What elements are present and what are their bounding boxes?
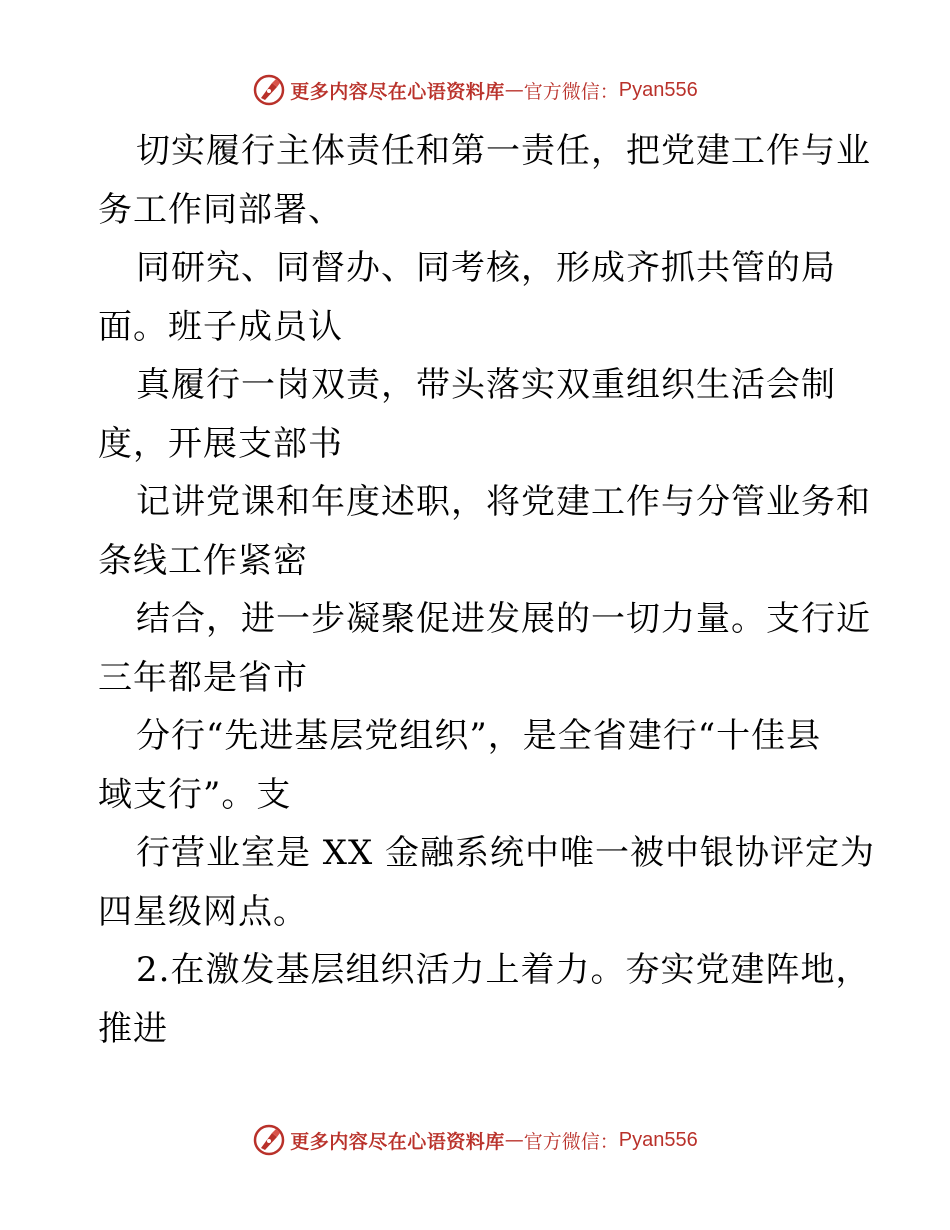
text-line: 三年都是省市 (98, 657, 308, 698)
pen-nib-logo-icon (252, 73, 286, 107)
text-line: 度，开展支部书 (98, 423, 343, 464)
text-line: 行营业室是 XX 金融系统中唯一被中银协评定为 (136, 833, 876, 873)
footer-wechat-id: Pyan556 (618, 1128, 698, 1151)
text-line: 推进 (98, 1008, 168, 1049)
text-line: 四星级网点。 (98, 891, 308, 932)
text-line: 面。班子成员认 (98, 306, 343, 347)
footer-banner-label: 官方微信： (523, 1130, 619, 1153)
text-line: 2.在激发基层组织活力上着力。夯实党建阵地， (136, 950, 871, 990)
text-line: 同研究、同督办、同考核，形成齐抓共管的局 (136, 248, 836, 288)
header-banner-text: 更多内容尽在心语资料库 (290, 80, 505, 103)
header-wechat-id: Pyan556 (618, 78, 698, 101)
text-line: 域支行”。支 (98, 774, 292, 815)
footer-banner-text: 更多内容尽在心语资料库 (290, 1130, 505, 1153)
header-banner (0, 70, 950, 110)
footer-banner-dash: — (504, 1129, 524, 1151)
text-line: 切实履行主体责任和第一责任，把党建工作与业 (136, 131, 871, 171)
text-line: 条线工作紧密 (98, 540, 308, 581)
pen-nib-logo-icon (252, 1123, 286, 1157)
text-line: 分行“先进基层党组织”，是全省建行“十佳县 (136, 716, 822, 756)
text-line: 结合，进一步凝聚促进发展的一切力量。支行近 (136, 599, 871, 639)
text-line: 真履行一岗双责，带头落实双重组织生活会制 (136, 365, 836, 405)
document-body (98, 122, 876, 1058)
text-line: 记讲党课和年度述职，将党建工作与分管业务和 (136, 482, 871, 522)
footer-banner (0, 1120, 950, 1160)
header-banner-label: 官方微信： (523, 80, 619, 103)
text-line: 务工作同部署、 (98, 189, 343, 230)
header-banner-dash: — (504, 79, 524, 101)
